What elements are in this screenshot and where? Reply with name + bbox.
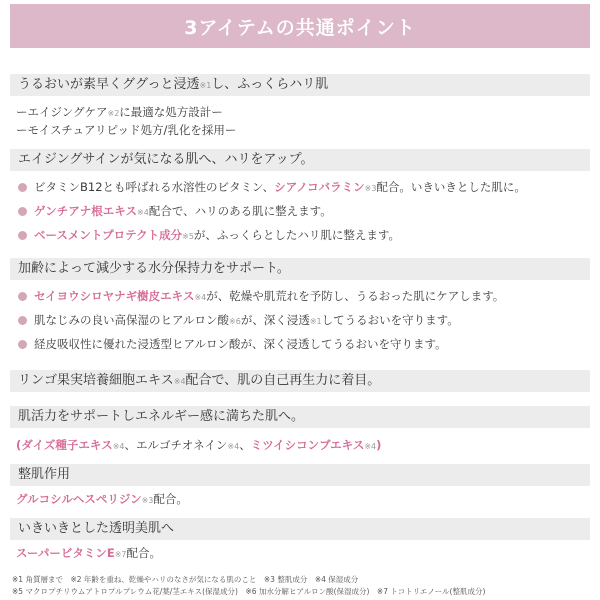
bullet-dot-icon: [18, 207, 27, 216]
section-3-bullet-2: [18, 312, 459, 330]
note-ref: ※3: [141, 496, 154, 505]
note-ref: ※5: [182, 232, 194, 241]
note-ref: ※4: [227, 442, 240, 451]
section-5-heading: 肌活力をサポートしエネルギー感に満ちた肌へ。: [10, 406, 590, 428]
section-2-heading: エイジングサインが気になる肌へ、ハリをアップ。: [10, 149, 590, 171]
text: に最適な処方設計ー: [119, 105, 223, 119]
text: 配合で、肌の自己再生力に着目。: [185, 373, 381, 388]
text: 経皮吸収性に優れた浸透型ヒアルロン酸が、深く浸透してうるおいを守ります。: [34, 337, 447, 351]
section-6-heading: 整肌作用: [10, 464, 590, 486]
note-ref: ※6: [229, 317, 241, 326]
text: してうるおいを守ります。: [321, 313, 459, 327]
banner-title: 3アイテムの共通ポイント: [10, 4, 590, 48]
note-ref: ※7: [114, 550, 127, 559]
highlight-text: シアノコバラミン: [274, 180, 365, 194]
text: リンゴ果実培養細胞エキス: [18, 373, 174, 388]
highlight-text: ベースメントプロテクト成分: [34, 228, 183, 242]
text: 、: [239, 438, 251, 452]
note-ref: ※4: [364, 442, 377, 451]
highlight-text: セイヨウシロヤナギ樹皮エキス: [34, 289, 195, 303]
section-5-ingredients: [16, 437, 381, 455]
text: 配合。いきいきとした肌に。: [376, 180, 526, 194]
section-7-text: [16, 545, 161, 563]
text: が、乾燥や肌荒れを予防し、うるおった肌にケアします。: [206, 289, 505, 303]
text: が、深く浸透: [240, 313, 310, 327]
note-ref: ※4: [112, 442, 125, 451]
bullet-dot-icon: [18, 316, 27, 325]
section-1-heading-main: うるおいが素早くググっと浸透: [18, 77, 200, 92]
highlight-text: グルコシルヘスペリジン: [16, 492, 142, 506]
footnote-line-1: ※1 角質層まで ※2 年齢を重ね、乾燥やハリのなさが気になる肌のこと ※3 整肌成分 ※4 保湿成分: [12, 575, 359, 584]
bullet-dot-icon: [18, 183, 27, 192]
section-3-heading: 加齢によって減少する水分保持力をサポート。: [10, 258, 590, 280]
footnote-line-2: ※5 マクロプチリウムアトロプルプレウム花/葉/茎エキス(保湿成分) ※6 加水分解ヒアルロン酸(保湿成分) ※7 トコトリエノール(整肌成分): [12, 587, 486, 596]
text: 肌なじみの良い高保湿のヒアルロン酸: [34, 313, 230, 327]
note-ref: ※1: [199, 81, 212, 90]
section-1-line-2: ーモイスチュアリピッド処方/乳化を採用ー: [16, 123, 237, 137]
text: 、エルゴチオネイン: [124, 438, 228, 452]
text: 配合。: [126, 546, 162, 560]
section-1-heading-tail: し、ふっくらハリ肌: [211, 77, 329, 92]
section-6-text: [16, 491, 188, 509]
text: 配合で、ハリのある肌に整えます。: [148, 204, 332, 218]
highlight-text: (ダイズ種子エキス: [16, 438, 113, 452]
highlight-text: ゲンチアナ根エキス: [34, 204, 138, 218]
bullet-dot-icon: [18, 292, 27, 301]
note-ref: ※2: [107, 109, 120, 118]
bullet-dot-icon: [18, 231, 27, 240]
section-3-bullet-1: [18, 288, 504, 306]
bullet-dot-icon: [18, 340, 27, 349]
section-2-bullet-1: [18, 179, 526, 197]
section-1-line-1: [16, 104, 223, 122]
highlight-text: ミツイシコンブエキス: [250, 438, 365, 452]
text: ビタミンB12とも呼ばれる水溶性のビタミン、: [34, 180, 275, 194]
section-2-bullet-2: [18, 203, 332, 221]
note-ref: ※4: [194, 293, 207, 302]
section-4-heading: [10, 370, 590, 392]
text: が、ふっくらとしたハリ肌に整えます。: [193, 228, 400, 242]
section-2-bullet-3: [18, 227, 400, 245]
note-ref: ※4: [137, 208, 149, 217]
highlight-text: スーパービタミンE: [16, 546, 115, 560]
note-ref: ※4: [173, 377, 186, 386]
section-3-bullet-3: [18, 336, 447, 352]
text: ーエイジングケア: [16, 105, 108, 119]
section-1-heading: [10, 74, 590, 96]
highlight-text: ): [376, 438, 382, 452]
note-ref: ※3: [364, 184, 377, 193]
section-7-heading: いきいきとした透明美肌へ: [10, 518, 590, 540]
note-ref: ※1: [309, 317, 322, 326]
text: 配合。: [153, 492, 188, 506]
